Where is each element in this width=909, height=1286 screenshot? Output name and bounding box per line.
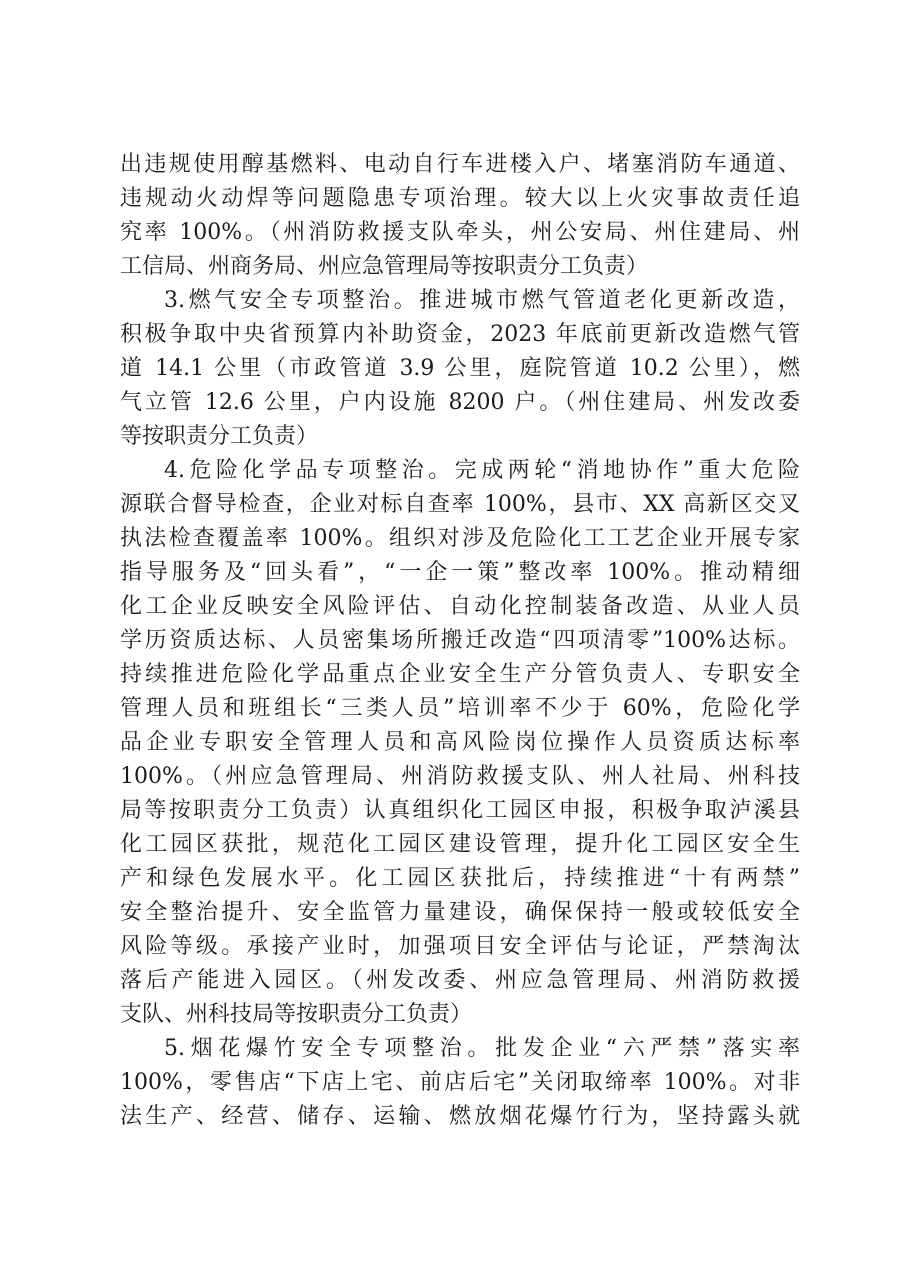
text-line: 支队、州科技局等按职责分工负责） (120, 1002, 473, 1027)
text-line: 违规动火动焊等问题隐患专项治理。较大以上火灾事故责任追 (120, 186, 800, 211)
text-line: 管理人员和班组长“三类人员”培训率不少于 60%，危险化学 (120, 696, 800, 721)
text-line: 4.危险化学品专项整治。完成两轮“消地协作”重大危险 (164, 458, 800, 483)
text-line: 气立管 12.6 公里，户内设施 8200 户。（州住建局、州发改委 (120, 390, 800, 415)
text-line: 100%。（州应急管理局、州消防救援支队、州人社局、州科技 (120, 764, 800, 789)
text-line: 持续推进危险化学品重点企业安全生产分管负责人、专职安全 (120, 662, 800, 687)
text-line: 化工企业反映安全风险评估、自动化控制装备改造、从业人员 (120, 594, 800, 619)
text-line: 化工园区获批，规范化工园区建设管理，提升化工园区安全生 (120, 832, 800, 857)
text-line: 落后产能进入园区。（州发改委、州应急管理局、州消防救援 (120, 968, 800, 993)
text-line: 出违规使用醇基燃料、电动自行车进楼入户、堵塞消防车通道、 (120, 152, 800, 177)
text-line: 法生产、经营、储存、运输、燃放烟花爆竹行为，坚持露头就 (120, 1104, 800, 1129)
text-line: 风险等级。承接产业时，加强项目安全评估与论证，严禁淘汰 (120, 934, 800, 959)
text-line: 究率 100%。（州消防救援支队牵头，州公安局、州住建局、州 (120, 220, 800, 245)
text-line: 局等按职责分工负责）认真组织化工园区申报，积极争取泸溪县 (120, 798, 800, 823)
text-line: 工信局、州商务局、州应急管理局等按职责分工负责） (120, 254, 649, 279)
text-line: 指导服务及“回头看”，“一企一策”整改率 100%。推动精细 (120, 560, 800, 585)
text-line: 等按职责分工负责） (120, 424, 319, 449)
text-line: 5.烟花爆竹安全专项整治。批发企业“六严禁”落实率 (164, 1036, 800, 1061)
text-line: 产和绿色发展水平。化工园区获批后，持续推进“十有两禁” (120, 866, 800, 891)
text-line: 源联合督导检查，企业对标自查率 100%，县市、XX 高新区交叉 (120, 492, 800, 517)
text-line: 积极争取中央省预算内补助资金，2023 年底前更新改造燃气管 (120, 322, 800, 347)
text-line: 学历资质达标、人员密集场所搬迁改造“四项清零”100%达标。 (120, 628, 800, 653)
text-line: 执法检查覆盖率 100%。组织对涉及危险化工工艺企业开展专家 (120, 526, 800, 551)
text-line: 道 14.1 公里（市政管道 3.9 公里，庭院管道 10.2 公里），燃 (120, 356, 800, 381)
document-body (120, 148, 800, 1134)
text-line: 100%，零售店“下店上宅、前店后宅”关闭取缔率 100%。对非 (120, 1070, 800, 1095)
text-line: 安全整治提升、安全监管力量建设，确保保持一般或较低安全 (120, 900, 800, 925)
text-line: 3.燃气安全专项整治。推进城市燃气管道老化更新改造， (164, 288, 800, 313)
text-line: 品企业专职安全管理人员和高风险岗位操作人员资质达标率 (120, 730, 800, 755)
